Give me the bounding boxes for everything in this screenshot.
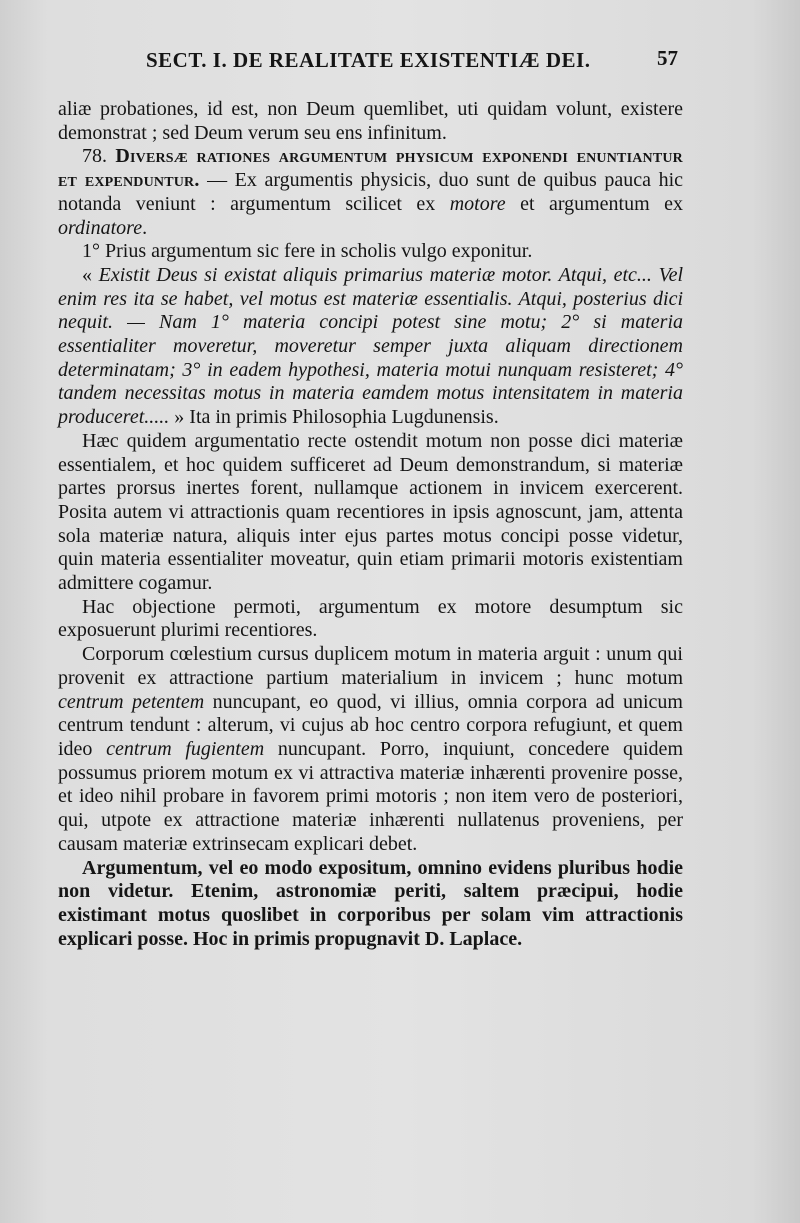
quote-open: « (82, 263, 99, 286)
page-number: 57 (657, 46, 678, 70)
section-text-a: — Ex argumentis physicis, duo sunt de quibus pauca hic notanda veniunt : argumentum scilicet ex (58, 169, 684, 215)
section-heading: Diversæ rationes argumentum physicum exponendi enuntiantur et expenduntur. (58, 145, 683, 192)
paragraph-prius: 1° Prius argumentum sic fere in scholis vulgo exponitur. (82, 240, 533, 263)
section-text-b: et argumentum ex (505, 192, 683, 215)
corporum-text-c: nuncupant. Porro, inquiunt, concedere quidem possumus priorem motum ex vi attractiva materiæ inhærenti provenire posse, et ideo nihil probare in favorem primi motoris ; non item vero de posteriori, qui, utpote ex attractione materiæ inhærenti nullatenus proveniens, per causam materiæ extrinsecam explicari debet. (58, 737, 683, 855)
paragraph-argumentum: Argumentum, vel eo modo expositum, omnino evidens pluribus hodie non videtur. Etenim, astronomiæ periti, saltem præcipui, hodie existimant motus quoslibet in corporibus per solam vim attractionis explicari posse. Hoc in primis propugnavit D. Laplace. (58, 856, 683, 950)
paragraph-haec: Hæc quidem argumentatio recte ostendit motum non posse dici materiæ essentialem, et hoc quidem sufficeret ad Deum demonstrandum, si materiæ partes prorsus inertes forent, nullamque actionem in invicem exercerent. Posita autem vi attractionis quam recentiores in ipsis agnoscunt, jam, attenta sola materiæ natura, aliquis inter ejus partes motus concipi posse videtur, quin materia essentialiter moveatur, quin etiam primarii motoris existentiam admittere cogamur. (58, 429, 683, 595)
paragraph-continuation: aliæ probationes, id est, non Deum quemlibet, uti quidam volunt, existere demonstrat ; sed Deum verum seu ens infinitum. (58, 98, 683, 144)
paragraph-hac: Hac objectione permoti, argumentum ex motore desumptum sic exposuerunt plurimi recentiores. (58, 595, 683, 642)
running-head: SECT. I. DE REALITATE EXISTENTIÆ DEI. (146, 48, 591, 72)
quote-close: » Ita in primis Philosophia Lugdunensis. (169, 406, 499, 429)
paragraph-corporum (58, 643, 683, 856)
corporum-text-a: Corporum cœlestium cursus duplicem motum in materia arguit : unum qui provenit ex attractione partium materialium in invicem ; hunc motum (58, 643, 683, 689)
section-78-paragraph (58, 145, 683, 240)
page-header (58, 46, 678, 82)
quoted-argument-paragraph (58, 264, 683, 430)
section-number: 78. (82, 145, 107, 168)
centrum-petentem-term: centrum petentem (58, 690, 205, 713)
ordinatore-term: ordinatore (58, 216, 143, 239)
page-text (58, 98, 683, 951)
centrum-fugientem-term: centrum fugientem (106, 737, 265, 760)
quoted-argument: Existit Deus si existat aliquis primarius materiæ motor. Atqui, etc... Vel enim res ita se habet, vel motus est materiæ essentialis. Atqui, posterius dici nequit. — Nam 1° materia concipi potest sine motu; 2° si materia essentialiter moveretur, moveretur semper juxta aliquam directionem determinatam; 3° in eadem hypothesi, materia motui nunquam resisteret; 4° tandem necessitas motus in materia eamdem motus intensitatem in materia produceret..... (58, 263, 683, 429)
corporum-text-b: nuncupant, eo quod, vi illius, omnia corpora ad unicum centrum tendunt : alterum, vi cujus ab hoc centro corpora refugiunt, et quem ideo (58, 690, 683, 760)
section-text-end: . (142, 216, 148, 239)
motore-term: motore (449, 192, 506, 215)
